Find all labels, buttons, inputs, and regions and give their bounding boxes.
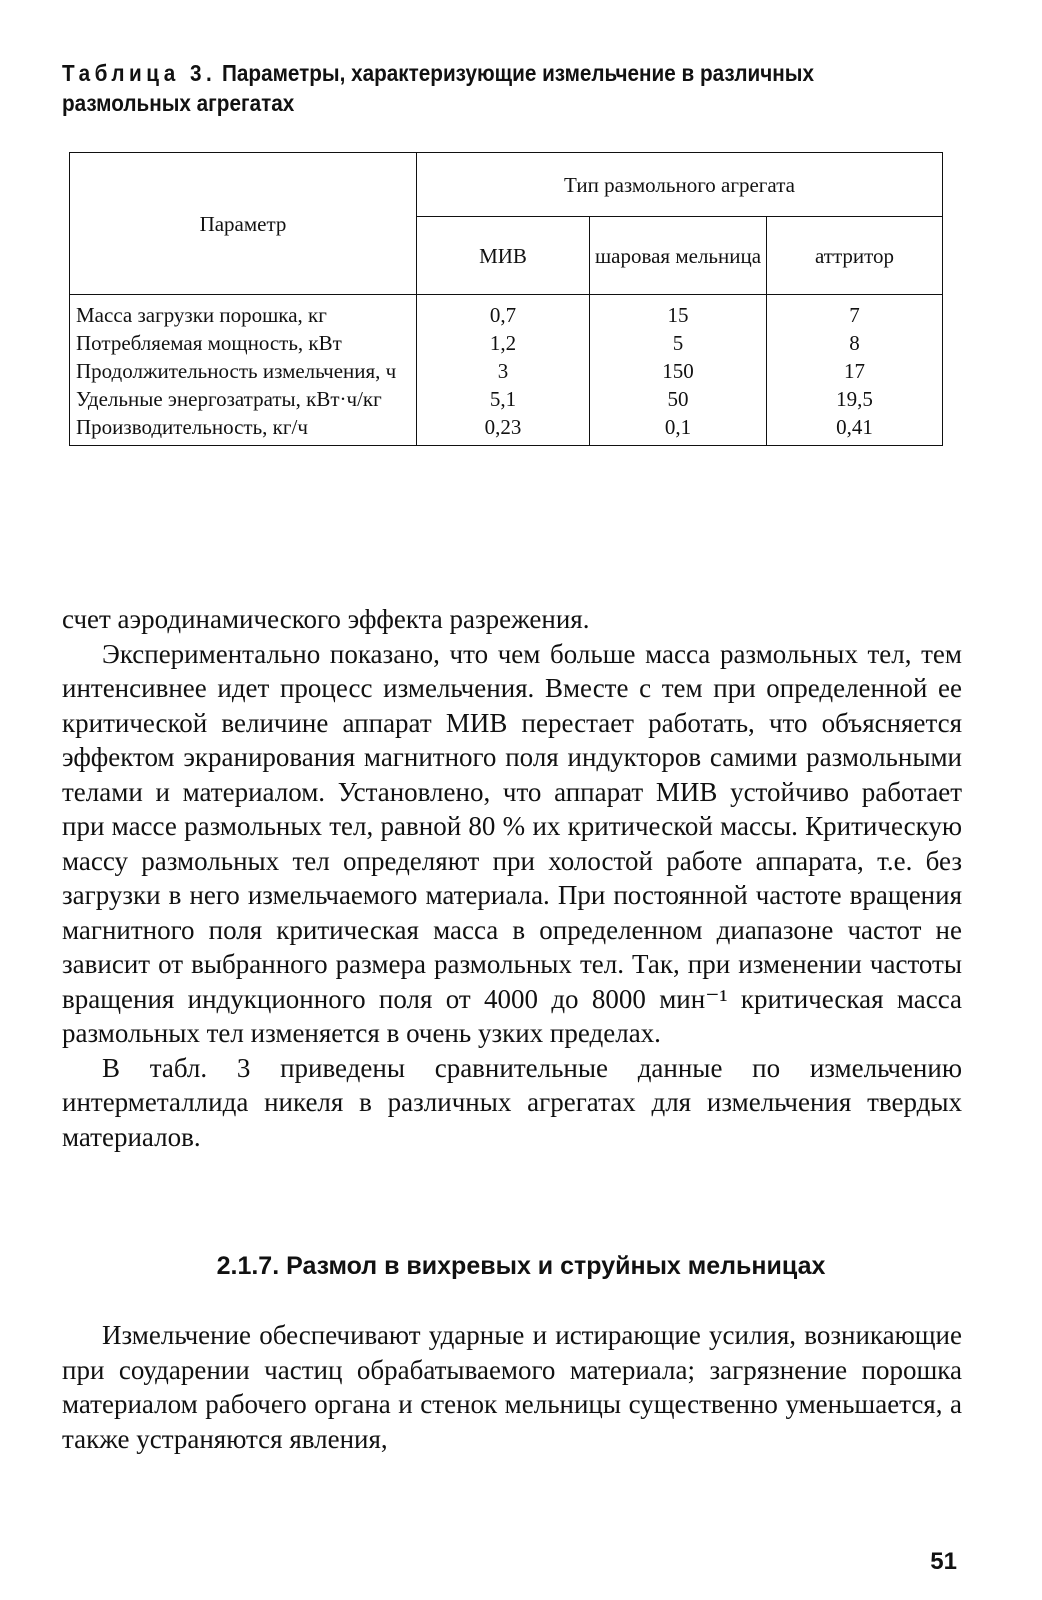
- cell-ball-mill: 5: [590, 329, 767, 357]
- cell-ball-mill: 0,1: [590, 413, 767, 446]
- cell-ball-mill: 50: [590, 385, 767, 413]
- row-param-name: Потребляемая мощность, кВт: [70, 329, 417, 357]
- header-parameter: Параметр: [70, 153, 417, 295]
- header-col-ball-mill: [590, 217, 767, 295]
- row-param-name: Масса загрузки порошка, кг: [70, 295, 417, 330]
- table-caption-label: Таблица 3.: [62, 60, 217, 86]
- header-col-miv: МИВ: [417, 217, 590, 295]
- cell-attritor: 19,5: [767, 385, 943, 413]
- cell-miv: 5,1: [417, 385, 590, 413]
- cell-ball-mill: 15: [590, 295, 767, 330]
- cell-attritor: 7: [767, 295, 943, 330]
- table-row: [70, 413, 943, 446]
- cell-attritor: 0,41: [767, 413, 943, 446]
- paragraph: В табл. 3 приведены сравнительные данные по измельчению интерметаллида никеля в различных агрегатах для измельчения твердых материалов.: [62, 1052, 962, 1152]
- header-col-attritor: аттритор: [767, 217, 943, 295]
- section-heading: 2.1.7. Размол в вихревых и струйных мельницах: [216, 1252, 826, 1280]
- row-param-name: Продолжительность измельчения, ч: [70, 357, 417, 385]
- header-col-ball-mill-label: шаровая мельница: [594, 243, 762, 268]
- paragraph: Измельчение обеспечивают ударные и истирающие усилия, возникающие при соударении частиц обрабатываемого материала; загрязнение порошка материалом рабочего органа и стенок мельницы существенно уменьшается, а также устраняются явления,: [62, 1320, 962, 1454]
- cell-attritor: 17: [767, 357, 943, 385]
- paragraph: Экспериментально показано, что чем больше масса размольных тел, тем интенсивнее идет процесс измельчения. Вместе с тем при определенной ее критической величине аппарат МИВ перестает работать, что объясняется эффектом экранирования магнитного поля индукторов самими размольными телами и материалом. Установлено, что аппарат МИВ устойчиво работает при массе размольных тел, равной 80 % их критической массы. Критическую массу размольных тел определяют при холостой работе аппарата, т.е. без загрузки в него измельчаемого материала. При постоянной частоте вращения магнитного поля критическая масса в определенном диапазоне частот не зависит от выбранного размера размольных тел. Так, при изменении частоты вращения индукционного поля от 4000 до 8000 мин⁻¹ критическая масса размольных тел изменяется в очень узких пределах.: [62, 638, 962, 1048]
- table-caption-title: Параметры, характеризующие измельчение в различных размольных агрегатах: [62, 60, 814, 116]
- table-row: [70, 329, 943, 357]
- section-body-text: [62, 1318, 962, 1456]
- cell-ball-mill: 150: [590, 357, 767, 385]
- table-caption: [62, 58, 836, 118]
- table-row: [70, 357, 943, 385]
- row-param-name: Удельные энергозатраты, кВт·ч/кг: [70, 385, 417, 413]
- header-mill-type: Тип размольного агрегата: [417, 153, 943, 217]
- cell-attritor: 8: [767, 329, 943, 357]
- cell-miv: 1,2: [417, 329, 590, 357]
- body-text: [62, 602, 962, 1154]
- cell-miv: 0,7: [417, 295, 590, 330]
- row-param-name: Производительность, кг/ч: [70, 413, 417, 446]
- cell-miv: 3: [417, 357, 590, 385]
- paragraph: счет аэродинамического эффекта разрежения.: [62, 604, 590, 634]
- table-row: [70, 385, 943, 413]
- table-row: [70, 295, 943, 330]
- page-number: 51: [930, 1548, 957, 1575]
- parameters-table: [69, 152, 943, 446]
- cell-miv: 0,23: [417, 413, 590, 446]
